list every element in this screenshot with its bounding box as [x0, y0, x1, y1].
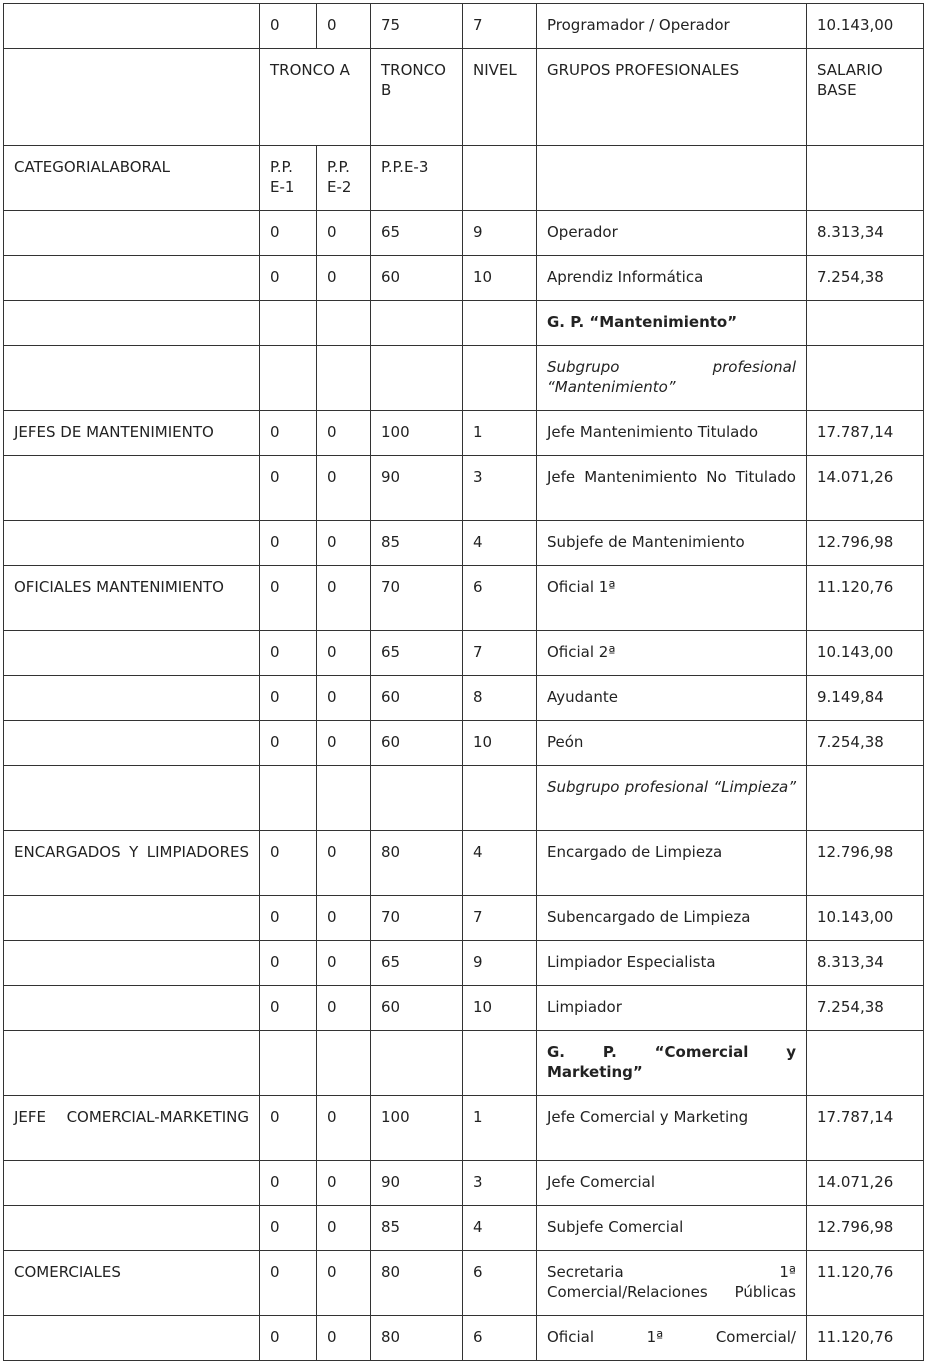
categoria-cell [4, 941, 260, 986]
nivel-cell [463, 301, 537, 346]
ppe2-cell: 0 [317, 831, 371, 896]
table-row [4, 4, 924, 49]
grupo-cell: Peón [537, 721, 807, 766]
salario-cell: 14.071,26 [807, 456, 924, 521]
ppe3-cell [371, 1031, 463, 1096]
grupo-cell: Operador [537, 211, 807, 256]
salario-cell: 8.313,34 [807, 941, 924, 986]
ppe3-cell [371, 301, 463, 346]
table-row [4, 721, 924, 766]
ppe2-cell [317, 1031, 371, 1096]
grupo-cell: Encargado de Limpieza [537, 831, 807, 896]
table-row [4, 456, 924, 521]
ppe2-cell: 0 [317, 1161, 371, 1206]
salario-cell: 7.254,38 [807, 721, 924, 766]
grupo-cell: Secretaria 1ª Comercial/Relaciones Públicas [537, 1251, 807, 1316]
ppe3-cell [371, 346, 463, 411]
ppe2-cell: 0 [317, 1251, 371, 1316]
categoria-cell [4, 4, 260, 49]
nivel-cell: 10 [463, 986, 537, 1031]
group-title: G. P. “Mantenimiento” [537, 301, 807, 346]
categoria-cell: COMERCIALES [4, 1251, 260, 1316]
ppe3-cell: 65 [371, 941, 463, 986]
categoria-cell [4, 346, 260, 411]
header-empty-cell [4, 49, 260, 146]
ppe1-cell: 0 [260, 4, 317, 49]
categoria-cell: ENCARGADOS Y LIMPIADORES [4, 831, 260, 896]
categoria-cell [4, 521, 260, 566]
ppe2-cell: 0 [317, 1316, 371, 1361]
nivel-cell: 6 [463, 1251, 537, 1316]
table-row [4, 521, 924, 566]
grupo-cell: Subencargado de Limpieza [537, 896, 807, 941]
categoria-cell: JEFE COMERCIAL-MARKETING [4, 1096, 260, 1161]
header-empty-cell [537, 146, 807, 211]
table-row [4, 211, 924, 256]
ppe2-cell: 0 [317, 896, 371, 941]
salario-cell: 17.787,14 [807, 1096, 924, 1161]
grupo-cell: Jefe Comercial [537, 1161, 807, 1206]
ppe3-cell: 60 [371, 256, 463, 301]
header-tronco-a: TRONCO A [260, 49, 371, 146]
grupo-cell: Aprendiz Informática [537, 256, 807, 301]
categoria-cell [4, 256, 260, 301]
ppe2-cell: 0 [317, 676, 371, 721]
ppe3-cell: 70 [371, 896, 463, 941]
header-row [4, 146, 924, 211]
nivel-cell: 4 [463, 1206, 537, 1251]
ppe2-cell: 0 [317, 721, 371, 766]
salario-cell: 10.143,00 [807, 896, 924, 941]
ppe3-cell: 85 [371, 521, 463, 566]
nivel-cell: 4 [463, 521, 537, 566]
nivel-cell [463, 1031, 537, 1096]
ppe3-cell: 65 [371, 631, 463, 676]
ppe1-cell [260, 301, 317, 346]
table-row [4, 1161, 924, 1206]
table-row [4, 986, 924, 1031]
table-row [4, 1316, 924, 1361]
ppe3-cell: 60 [371, 986, 463, 1031]
categoria-cell [4, 301, 260, 346]
ppe1-cell: 0 [260, 456, 317, 521]
ppe1-cell [260, 346, 317, 411]
nivel-cell: 8 [463, 676, 537, 721]
categoria-cell [4, 676, 260, 721]
nivel-cell [463, 766, 537, 831]
ppe2-cell: 0 [317, 211, 371, 256]
categoria-cell [4, 986, 260, 1031]
ppe3-cell [371, 766, 463, 831]
ppe1-cell: 0 [260, 941, 317, 986]
ppe2-cell [317, 766, 371, 831]
table-row [4, 256, 924, 301]
nivel-cell: 10 [463, 721, 537, 766]
salario-cell: 14.071,26 [807, 1161, 924, 1206]
nivel-cell: 4 [463, 831, 537, 896]
ppe1-cell: 0 [260, 211, 317, 256]
nivel-cell: 1 [463, 1096, 537, 1161]
subgroup-title: Subgrupo profesional “Limpieza” [537, 766, 807, 831]
categoria-cell [4, 211, 260, 256]
ppe2-cell: 0 [317, 1096, 371, 1161]
ppe3-cell: 60 [371, 721, 463, 766]
salario-cell: 12.796,98 [807, 831, 924, 896]
table-row [4, 941, 924, 986]
nivel-cell: 7 [463, 4, 537, 49]
subgroup-title: Subgrupo profesional “Mantenimiento” [537, 346, 807, 411]
grupo-cell: Jefe Comercial y Marketing [537, 1096, 807, 1161]
header-ppe3: P.P.E-3 [371, 146, 463, 211]
table-row [4, 1206, 924, 1251]
table-row [4, 831, 924, 896]
ppe3-cell: 90 [371, 456, 463, 521]
ppe1-cell: 0 [260, 676, 317, 721]
table-row [4, 411, 924, 456]
grupo-cell: Limpiador Especialista [537, 941, 807, 986]
grupo-cell: Limpiador [537, 986, 807, 1031]
salario-cell: 8.313,34 [807, 211, 924, 256]
nivel-cell: 10 [463, 256, 537, 301]
ppe1-cell: 0 [260, 1251, 317, 1316]
ppe3-cell: 100 [371, 1096, 463, 1161]
ppe2-cell: 0 [317, 256, 371, 301]
nivel-cell: 3 [463, 1161, 537, 1206]
ppe2-cell: 0 [317, 1206, 371, 1251]
ppe1-cell: 0 [260, 896, 317, 941]
ppe3-cell: 90 [371, 1161, 463, 1206]
salario-cell: 11.120,76 [807, 566, 924, 631]
table-row [4, 896, 924, 941]
ppe3-cell: 80 [371, 1251, 463, 1316]
ppe3-cell: 80 [371, 1316, 463, 1361]
table-row [4, 1096, 924, 1161]
grupo-cell: Subjefe Comercial [537, 1206, 807, 1251]
group-title: G. P. “Comercial y Marketing” [537, 1031, 807, 1096]
grupo-cell: Oficial 2ª [537, 631, 807, 676]
header-ppe1: P.P. E-1 [260, 146, 317, 211]
ppe2-cell: 0 [317, 521, 371, 566]
grupo-cell: Jefe Mantenimiento Titulado [537, 411, 807, 456]
salario-cell: 10.143,00 [807, 631, 924, 676]
salario-cell [807, 346, 924, 411]
ppe1-cell: 0 [260, 721, 317, 766]
nivel-cell: 3 [463, 456, 537, 521]
header-empty-cell [807, 146, 924, 211]
ppe1-cell [260, 766, 317, 831]
ppe2-cell: 0 [317, 411, 371, 456]
header-tronco-b: TRONCO B [371, 49, 463, 146]
ppe2-cell: 0 [317, 566, 371, 631]
nivel-cell: 6 [463, 1316, 537, 1361]
ppe3-cell: 70 [371, 566, 463, 631]
salario-cell: 10.143,00 [807, 4, 924, 49]
salario-cell: 17.787,14 [807, 411, 924, 456]
nivel-cell: 6 [463, 566, 537, 631]
ppe2-cell: 0 [317, 456, 371, 521]
ppe3-cell: 65 [371, 211, 463, 256]
categoria-cell [4, 896, 260, 941]
ppe2-cell [317, 346, 371, 411]
ppe2-cell: 0 [317, 941, 371, 986]
ppe2-cell [317, 301, 371, 346]
table-row [4, 566, 924, 631]
salario-cell [807, 301, 924, 346]
salario-cell: 12.796,98 [807, 521, 924, 566]
salario-cell: 7.254,38 [807, 256, 924, 301]
header-nivel: NIVEL [463, 49, 537, 146]
nivel-cell: 9 [463, 941, 537, 986]
group-row [4, 1031, 924, 1096]
ppe1-cell: 0 [260, 1161, 317, 1206]
categoria-cell: JEFES DE MANTENIMIENTO [4, 411, 260, 456]
salario-cell: 11.120,76 [807, 1251, 924, 1316]
ppe3-cell: 75 [371, 4, 463, 49]
subgroup-row [4, 346, 924, 411]
categoria-cell [4, 766, 260, 831]
ppe1-cell: 0 [260, 831, 317, 896]
grupo-cell: Ayudante [537, 676, 807, 721]
salario-cell [807, 766, 924, 831]
categoria-cell [4, 1161, 260, 1206]
categoria-cell [4, 1031, 260, 1096]
ppe1-cell: 0 [260, 521, 317, 566]
ppe1-cell: 0 [260, 256, 317, 301]
ppe1-cell: 0 [260, 631, 317, 676]
nivel-cell: 7 [463, 896, 537, 941]
categoria-cell [4, 631, 260, 676]
ppe1-cell: 0 [260, 1206, 317, 1251]
ppe3-cell: 80 [371, 831, 463, 896]
salario-cell: 12.796,98 [807, 1206, 924, 1251]
grupo-cell: Jefe Mantenimiento No Titulado [537, 456, 807, 521]
categoria-cell [4, 456, 260, 521]
ppe1-cell: 0 [260, 1316, 317, 1361]
table-row [4, 631, 924, 676]
subgroup-row [4, 766, 924, 831]
grupo-cell: Oficial 1ª [537, 566, 807, 631]
header-salario: SALARIO BASE [807, 49, 924, 146]
header-ppe2: P.P. E-2 [317, 146, 371, 211]
salario-cell: 9.149,84 [807, 676, 924, 721]
ppe1-cell: 0 [260, 411, 317, 456]
header-row [4, 49, 924, 146]
ppe1-cell: 0 [260, 986, 317, 1031]
nivel-cell [463, 346, 537, 411]
salary-table [3, 3, 924, 1361]
salario-cell [807, 1031, 924, 1096]
salario-cell: 7.254,38 [807, 986, 924, 1031]
table-row [4, 676, 924, 721]
salario-cell: 11.120,76 [807, 1316, 924, 1361]
ppe3-cell: 100 [371, 411, 463, 456]
ppe2-cell: 0 [317, 986, 371, 1031]
ppe1-cell [260, 1031, 317, 1096]
grupo-cell: Oficial 1ª Comercial/ [537, 1316, 807, 1361]
nivel-cell: 1 [463, 411, 537, 456]
table-row [4, 1251, 924, 1316]
ppe1-cell: 0 [260, 1096, 317, 1161]
header-empty-cell [463, 146, 537, 211]
ppe2-cell: 0 [317, 4, 371, 49]
grupo-cell: Programador / Operador [537, 4, 807, 49]
categoria-cell [4, 1316, 260, 1361]
nivel-cell: 9 [463, 211, 537, 256]
grupo-cell: Subjefe de Mantenimiento [537, 521, 807, 566]
categoria-cell: OFICIALES MANTENIMIENTO [4, 566, 260, 631]
header-categoria: CATEGORIALABORAL [4, 146, 260, 211]
header-grupos: GRUPOS PROFESIONALES [537, 49, 807, 146]
categoria-cell [4, 721, 260, 766]
ppe3-cell: 60 [371, 676, 463, 721]
group-row [4, 301, 924, 346]
nivel-cell: 7 [463, 631, 537, 676]
categoria-cell [4, 1206, 260, 1251]
ppe1-cell: 0 [260, 566, 317, 631]
ppe3-cell: 85 [371, 1206, 463, 1251]
ppe2-cell: 0 [317, 631, 371, 676]
